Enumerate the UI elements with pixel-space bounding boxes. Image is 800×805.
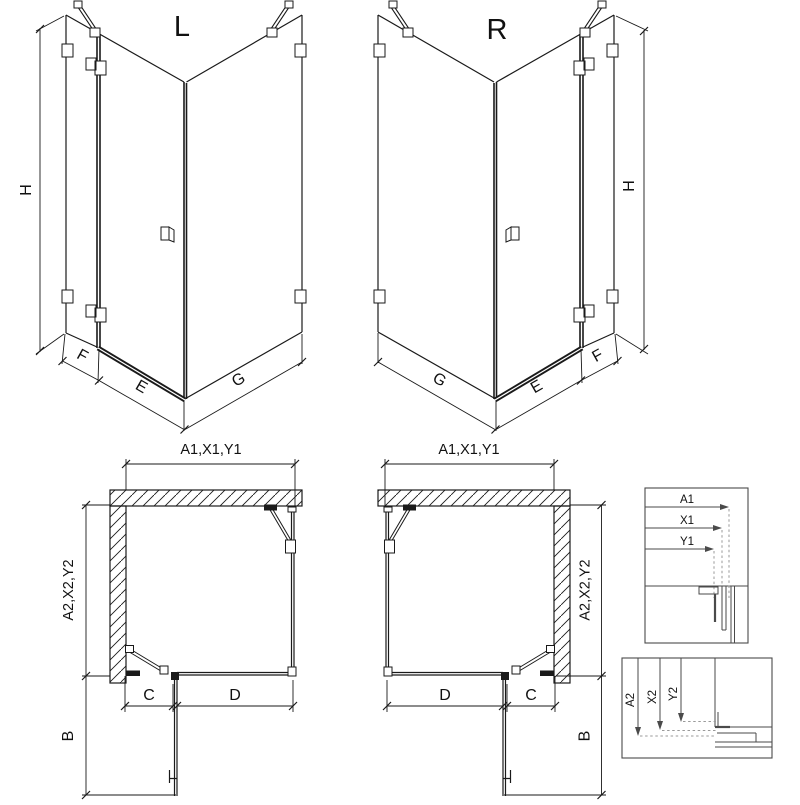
detail-width-frame — [645, 488, 748, 643]
label-fixed-width-l: F — [73, 346, 91, 366]
view-right-title: R — [486, 14, 508, 46]
door-handle-knob-l — [161, 227, 174, 242]
arrowhead-x1-icon — [713, 525, 722, 531]
detail-box-depth — [622, 658, 772, 758]
arrowhead-y2-icon — [678, 713, 684, 722]
label-door-swing-r: B — [576, 730, 594, 742]
label-a2: A2 — [625, 692, 637, 708]
dimension-bottom-chain-l — [59, 334, 307, 434]
arrowhead-x2-icon — [657, 721, 663, 730]
label-panel-zone-l: D — [229, 687, 241, 704]
label-door-width-r: E — [527, 377, 546, 398]
plan-fittings-r — [384, 507, 555, 676]
label-width-dim-l: A1,X1,Y1 — [180, 442, 242, 458]
dimension-bottom-chain-r — [374, 333, 622, 434]
door-handle-knob-r — [506, 227, 519, 242]
label-height-l: H — [18, 184, 35, 196]
label-panel-zone-r: D — [439, 687, 451, 704]
label-side-width-r: G — [429, 369, 449, 391]
label-width-dim-r: A1,X1,Y1 — [438, 442, 500, 458]
dimension-height-r — [616, 16, 648, 354]
label-x2: X2 — [647, 689, 659, 705]
plan-arm-bars-l — [129, 508, 293, 672]
plan-view-right — [378, 442, 606, 799]
arrowhead-a1-icon — [720, 504, 729, 510]
dimension-height-l — [18, 16, 64, 355]
label-door-zone-l: C — [143, 687, 155, 704]
wall-right-hatched-r — [554, 506, 570, 683]
detail-depth-profile-section — [715, 712, 772, 747]
plan-glass-r — [386, 507, 506, 796]
detail-width-dashed-lines — [714, 509, 729, 598]
arrowhead-a2-icon — [635, 727, 641, 736]
view-left-title: L — [173, 11, 191, 43]
plan-fittings-l — [126, 507, 297, 676]
plan-brackets-l — [126, 505, 277, 681]
label-side-width-l: G — [229, 369, 249, 391]
view-3d-right — [374, 1, 648, 434]
label-y1: Y1 — [679, 536, 695, 548]
label-depth-dim-l: A2,X2,Y2 — [61, 559, 77, 621]
wall-left-hatched-l — [110, 506, 126, 683]
wall-top-hatched-r — [378, 490, 570, 506]
plan-arm-bars-r — [388, 508, 552, 672]
label-door-width-l: E — [132, 377, 151, 398]
plan-door-handle-l — [170, 770, 178, 783]
label-height-r: H — [621, 180, 638, 192]
label-y2: Y2 — [668, 686, 680, 702]
label-door-swing-l: B — [60, 730, 77, 742]
plan-glass-l — [175, 507, 295, 796]
detail-width-profile-section — [699, 586, 735, 643]
detail-box-width — [645, 488, 748, 643]
label-a1: A1 — [679, 494, 695, 506]
view-3d-left — [18, 1, 306, 434]
wall-profile-and-corner-l — [97, 33, 187, 400]
plan-brackets-r — [403, 505, 554, 681]
plan-door-handle-r — [503, 770, 511, 783]
label-x1: X1 — [679, 515, 695, 527]
label-door-zone-r: C — [525, 687, 537, 704]
wall-profile-and-corner-r — [494, 33, 583, 400]
plan-view-left — [60, 442, 302, 799]
label-fixed-width-r: F — [589, 346, 607, 366]
wall-top-hatched-l — [110, 490, 302, 506]
detail-depth-dashed-lines — [640, 722, 718, 737]
arrowhead-y1-icon — [705, 546, 714, 552]
detail-depth-frame — [622, 658, 772, 758]
label-depth-dim-r: A2,X2,Y2 — [577, 559, 594, 621]
